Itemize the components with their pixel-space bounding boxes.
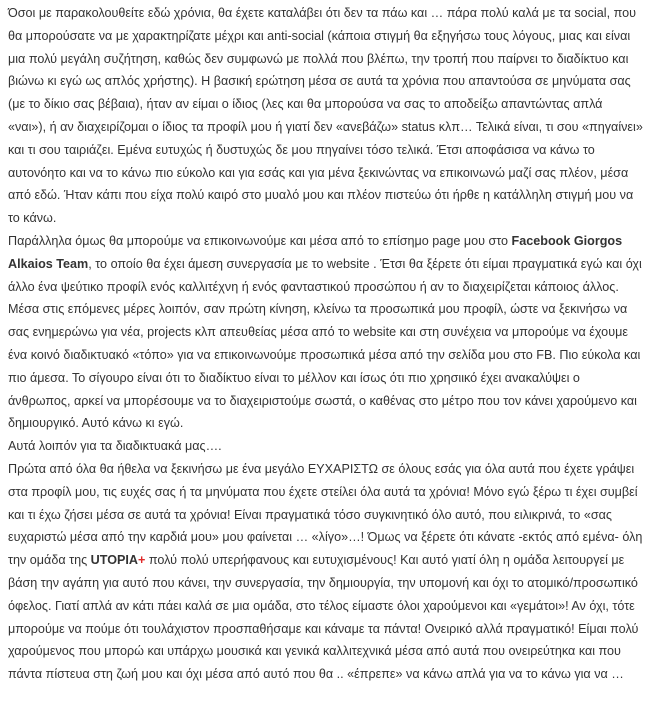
article-paragraph-thanks <box>8 458 644 686</box>
utopia-brand-plus: + <box>138 553 146 568</box>
paragraph-facebook-post: , το οποίο θα έχει άμεση συνεργασία με το website . Έτσι θα ξέρετε ότι είμαι πραγματικά εγώ και όχι άλλο ένα ψεύτικο προφίλ ενός καλλιτέχνη ή ενός φανταστικού προσώπου ή αν το διαχειρίζεται κάποιος άλλος. Μέσα στις επόμενες μέρες λοιπόν, σαν πρώτη κίνηση, κλείνω τα προσωπικά μου προφίλ, ώστε να ξεκινήσω να σας ενημερώνω για νέα, projects κλπ απευθείας μέσα από το website και στη συνέχεια να μπορούμε να έχουμε ένα κοινό διαδικτυακό «τόπο» για να επικοινωνούμε προσωπικά μέσα από την σελίδα μου στο FB. Πιο εύκολα και πιο άμεσα. Το σίγουρο είναι ότι το διαδίκτυο είναι το μέλλον και ίσως ότι πιο χρησιικό έχει ανακαλύψει ο άνθρωπος, αρκεί να μπορέσουμε να το διαχειριστούμε σωστά, ο καθένας στο μέτρο που τον κάνει χαρούμενο και δημιουργικό. Αυτό κάνω κι εγώ. <box>8 256 642 431</box>
paragraph-thanks-pre: Πρώτα από όλα θα ήθελα να ξεκινήσω με ένα μεγάλο ΕΥΧΑΡΙΣΤΩ σε όλους εσάς για όλα αυτά που έχετε γράψει στα προφίλ μου, τις ευχές σας ή τα μηνύματα που έχετε στείλει όλα αυτά τα χρόνια! Μόνο εγώ ξέρω τι έχει συμβεί και τι έχω ζήσει μέσα σε αυτά τα χρόνια! Είναι πραγματικά τόσο συγκινητικό όλο αυτό, που ειλικρινά, το «σας ευχαριστώ μέσα από την καρδιά μου» μου φαίνεται … «λίγο»…! Όμως να ξέρετε ότι κάνατε -εκτός από εμένα- όλη την ομάδα της <box>8 461 643 568</box>
paragraph-facebook-pre: Παράλληλα όμως θα μπορούμε να επικοινωνούμε και μέσα από το επίσημο page μου στο <box>8 233 512 248</box>
paragraph-thanks-post: πολύ πολύ υπερήφανους και ευτυχισμένους! Και αυτό γιατί όλη η ομάδα λειτουργεί με βάση την αγάπη για αυτό που κάνει, την συνεργασία, την δημιουργία, την υπομονή και όχι το ατομικό/προσωπικό όφελος. Γιατί απλά αν κάτι πάει καλά σε μια ομάδα, στο τέλος είμαστε όλοι χαρούμενοι και «γεμάτοι»! Αν όχι, τότε μπορούμε να πούμε ότι τουλάχιστον προσπαθήσαμε και κάναμε τα πάντα! Ονειρικό αλλά πραγματικό! Είμαι πολύ χαρούμενος που μπορώ και υπάρχω μουσικά και γενικά καλλιτεχνικά μέσα από αυτά που ονειρεύτηκα και που πάντα πίστευα στη ζωή μου και όχι μέσα από αυτό που θα .. «έπρεπε» να κάνω απλά για να το κάνω για να … <box>8 553 639 682</box>
article-body <box>8 2 644 686</box>
article-paragraph-facebook <box>8 230 644 435</box>
article-paragraph-online <box>8 435 644 458</box>
paragraph-online-text: Αυτά λοιπόν για τα διαδικτυακά μας…. <box>8 439 222 454</box>
utopia-brand-name: UTOPIA <box>90 553 139 568</box>
facebook-team-name: Facebook Giorgos Alkaios Team <box>8 233 623 271</box>
paragraph-intro-text: Όσοι με παρακολουθείτε εδώ χρόνια, θα έχετε καταλάβει ότι δεν τα πάω και … πάρα πολύ καλά με τα social, που θα μπορούσατε να με χαρακτηρίζατε μέχρι και anti-social (κάποια στιγμή θα εξηγήσω τους λόγους, μιας και είναι μια πολύ μεγάλη συζήτηση, καθώς δεν συμφωνώ με πολλά που βλέπω, την τροπή που παίρνει το διαδίκτυο και βιώνω κι εγώ ως απλός χρήστης). Η βασική ερώτηση μέσα σε αυτά τα χρόνια που απαντούσα σε μηνύματα σας (με το δίκιο σας βέβαια), ήταν αν είμαι ο ίδιος (λες και θα μπορούσα να σας το αποδείξω απαντώντας απλά «ναι»), ή αν διαχειρίζομαι ο ίδιος τα προφίλ μου ή γιατί δεν «ανεβάζω» status κλπ… Τελικά είναι, τι σου «πηγαίνει» και τι σου ταιριάζει. Εμένα ευτυχώς ή δυστυχώς δε μου πηγαίνει τόσο τελικά. Έτσι αποφάσισα να κάνω το αυτονόητο και να το κάνω πιο εύκολο και για εσάς και για μένα ξεκινώντας να επικοινωνώ μαζί σας πλέον, μέσα από εδώ. Ήταν κάπι που είχα πολύ καιρό στο μυαλό μου και πλέον πιστεύω ότι ήρθε η κατάλληλη στιγμή μου να το κάνω. <box>8 6 643 226</box>
article-paragraph-intro <box>8 2 644 230</box>
